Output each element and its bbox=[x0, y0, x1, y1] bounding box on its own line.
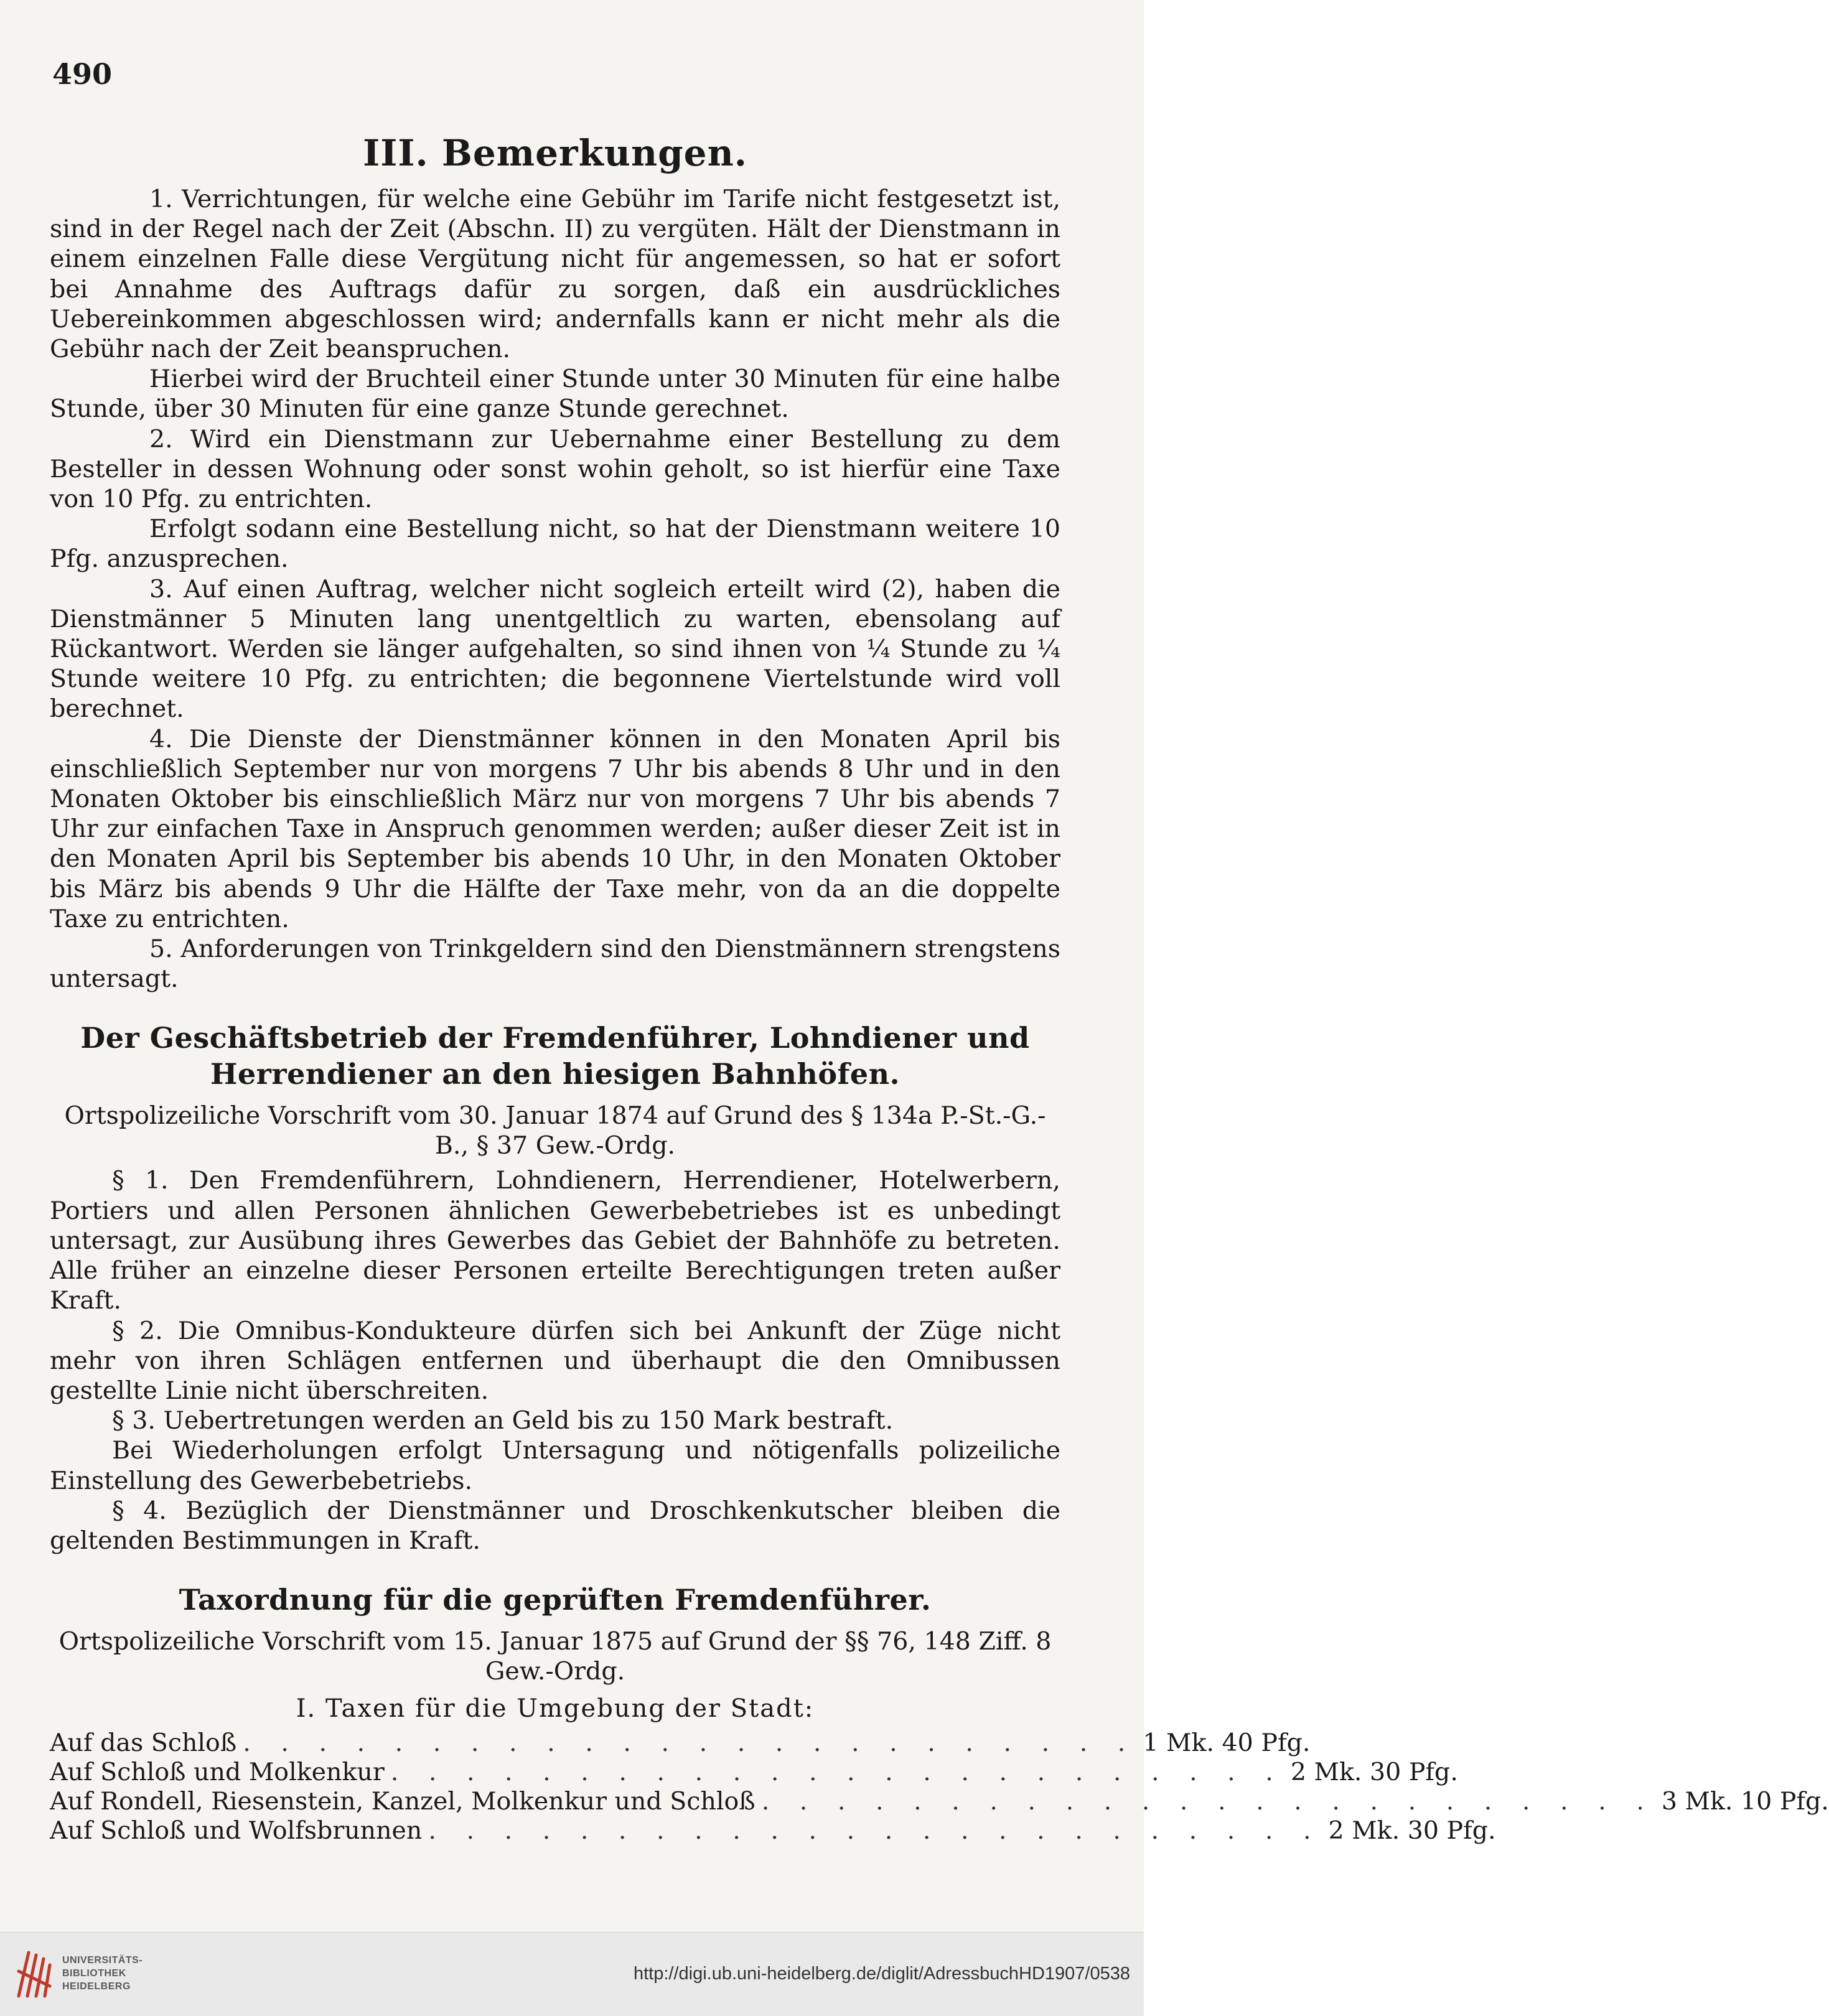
fare-price: 2 Mk. 30 Pfg. bbox=[1290, 1758, 1458, 1787]
remark-3: 3. Auf einen Auftrag, welcher nicht sogleich erteilt wird (2), haben die Dienstmänner 5 Minuten lang unentgeltlich zu warten, ebensolang auf Rückantwort. Werden sie länger aufgehalten, so sind ihnen von ¼ Stunde zu ¼ Stunde weitere 10 Pfg. zu entrichten; die begonnene Viertelstunde wird voll berechnet. bbox=[50, 574, 1060, 724]
page-number: 490 bbox=[52, 57, 113, 91]
fare-row bbox=[50, 1816, 1496, 1846]
section-heading-line-1: Der Geschäftsbetrieb der Fremdenführer, Lohndiener und bbox=[80, 1021, 1030, 1055]
library-logo-icon bbox=[14, 1946, 54, 2001]
section-title-remarks: III. Bemerkungen. bbox=[363, 132, 747, 174]
remark-1: 1. Verrichtungen, für welche eine Gebühr im Tarife nicht festgesetzt ist, sind in der Regel nach der Zeit (Abschn. II) zu vergüten. Hält der Dienstmann in einem einzelnen Falle diese Vergütung nicht für angemessen, so hat er sofort bei Annahme des Auftrags dafür zu sorgen, daß ein ausdrückliches Uebereinkommen abgeschlossen wird; andernfalls kann er nicht mehr als die Gebühr nach der Zeit beanspruchen. bbox=[50, 185, 1060, 364]
library-logo-text bbox=[62, 1954, 143, 1993]
logo-line-1: UNIVERSITÄTS- bbox=[62, 1955, 143, 1966]
fare-destination: Auf das Schloß bbox=[50, 1729, 237, 1758]
source-url-link[interactable]: http://digi.ub.uni-heidelberg.de/diglit/AdressbuchHD1907/0538 bbox=[633, 1964, 1130, 1984]
remark-1-note: Hierbei wird der Bruchteil einer Stunde unter 30 Minuten für eine halbe Stunde, über 30 Minuten für eine ganze Stunde gerechnet. bbox=[50, 365, 1060, 424]
fare-destination: Auf Schloß und Molkenkur bbox=[50, 1758, 385, 1787]
paragraph-4: § 4. Bezüglich der Dienstmänner und Droschkenkutscher bleiben die geltenden Bestimmungen in Kraft. bbox=[50, 1496, 1060, 1555]
section-heading-line-2: Herrendiener an den hiesigen Bahnhöfen. bbox=[210, 1057, 900, 1091]
fare-price: 3 Mk. 10 Pfg. bbox=[1661, 1787, 1829, 1816]
tariff-heading: I. Taxen für die Umgebung der Stadt: bbox=[296, 1694, 815, 1724]
fare-leader-dots: . . . . . . . . . . . . . . . . . . . . . . . . bbox=[761, 1787, 1655, 1816]
paragraph-3-note: Bei Wiederholungen erfolgt Untersagung und nötigenfalls polizeiliche Einstellung des Gewerbebetriebs. bbox=[50, 1436, 1060, 1495]
paragraph-3: § 3. Uebertretungen werden an Geld bis zu 150 Mark bestraft. bbox=[112, 1406, 894, 1435]
ordinance-1874: Ortspolizeiliche Vorschrift vom 30. Januar 1874 auf Grund des § 134a P.-St.-G.-B., § 37 Gew.-Ordg. bbox=[64, 1101, 1046, 1160]
footer-bar bbox=[0, 1932, 1144, 2016]
fare-destination: Auf Schloß und Wolfsbrunnen bbox=[50, 1816, 423, 1846]
paragraph-2: § 2. Die Omnibus-Kondukteure dürfen sich bei Ankunft der Züge nicht mehr von ihren Schlägen entfernen und überhaupt die den Omnibussen gestellte Linie nicht überschreiten. bbox=[50, 1316, 1060, 1405]
fare-price: 2 Mk. 30 Pfg. bbox=[1328, 1816, 1496, 1846]
remark-2: 2. Wird ein Dienstmann zur Uebernahme einer Bestellung zu dem Besteller in dessen Wohnung oder sonst wohin geholt, so ist hierfür eine Taxe von 10 Pfg. zu entrichten. bbox=[50, 424, 1060, 514]
page-content bbox=[50, 132, 1829, 1846]
ordinance-1875: Ortspolizeiliche Vorschrift vom 15. Januar 1875 auf Grund der §§ 76, 148 Ziff. 8 Gew.-Ordg. bbox=[58, 1627, 1052, 1686]
fare-row bbox=[50, 1729, 1311, 1758]
logo-line-3: HEIDELBERG bbox=[62, 1981, 131, 1992]
remark-2-note: Erfolgt sodann eine Bestellung nicht, so hat der Dienstmann weitere 10 Pfg. anzusprechen. bbox=[50, 515, 1060, 574]
fare-destination: Auf Rondell, Riesenstein, Kanzel, Molkenkur und Schloß bbox=[50, 1787, 755, 1816]
section-heading-bahnhof bbox=[50, 1020, 1060, 1092]
fare-row bbox=[50, 1787, 1829, 1816]
logo-line-2: BIBLIOTHEK bbox=[62, 1968, 126, 1979]
fare-price: 1 Mk. 40 Pfg. bbox=[1143, 1729, 1311, 1758]
section-heading-taxordnung: Taxordnung für die geprüften Fremdenführer. bbox=[179, 1583, 932, 1617]
fare-leader-dots: . . . . . . . . . . . . . . . . . . . . . . . . bbox=[390, 1758, 1284, 1787]
fare-table bbox=[50, 1729, 1829, 1846]
paragraph-1: § 1. Den Fremdenführern, Lohndienern, Herrendiener, Hotelwerbern, Portiers und allen Personen ähnlichen Gewerbebetriebes ist es unbedingt untersagt, zur Ausübung ihres Gewerbes das Gebiet der Bahnhöfe zu betreten. Alle früher an einzelne dieser Personen erteilte Berechtigungen treten außer Kraft. bbox=[50, 1166, 1060, 1315]
fare-leader-dots: . . . . . . . . . . . . . . . . . . . . . . . . bbox=[243, 1729, 1137, 1758]
fare-leader-dots: . . . . . . . . . . . . . . . . . . . . . . . . bbox=[428, 1816, 1322, 1846]
fare-row bbox=[50, 1758, 1458, 1787]
remark-4: 4. Die Dienste der Dienstmänner können in den Monaten April bis einschließlich September nur von morgens 7 Uhr bis abends 8 Uhr und in den Monaten Oktober bis einschließlich März nur von morgens 7 Uhr bis abends 7 Uhr zur einfachen Taxe in Anspruch genommen werden; außer dieser Zeit ist in den Monaten April bis September bis abends 10 Uhr, in den Monaten Oktober bis März bis abends 9 Uhr die Hälfte der Taxe mehr, von da an die doppelte Taxe zu entrichten. bbox=[50, 724, 1060, 933]
remark-5: 5. Anforderungen von Trinkgeldern sind den Dienstmännern strengstens untersagt. bbox=[50, 935, 1060, 994]
